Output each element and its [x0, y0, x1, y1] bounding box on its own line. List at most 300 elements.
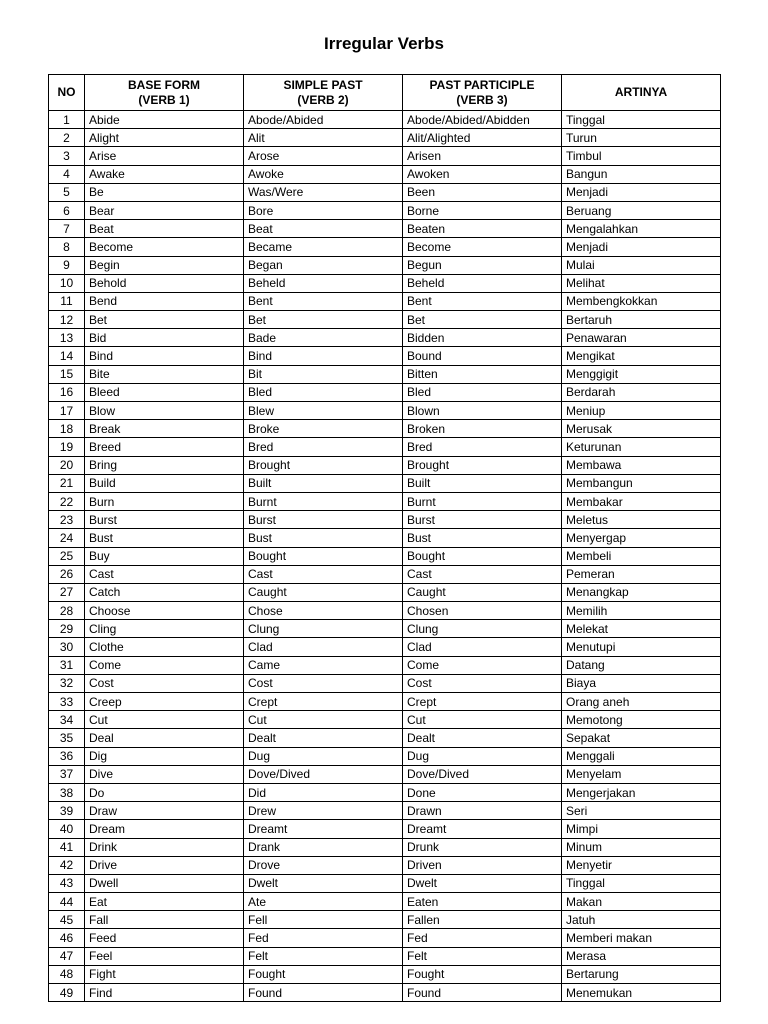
cell-base-form: Bleed	[85, 383, 244, 401]
cell-simple-past: Bent	[244, 292, 403, 310]
cell-past-participle: Come	[403, 656, 562, 674]
table-row	[49, 802, 721, 820]
cell-base-form: Dive	[85, 765, 244, 783]
cell-no: 13	[49, 329, 85, 347]
cell-simple-past: Bet	[244, 311, 403, 329]
cell-simple-past: Felt	[244, 947, 403, 965]
cell-base-form: Break	[85, 420, 244, 438]
cell-simple-past: Bind	[244, 347, 403, 365]
cell-past-participle: Caught	[403, 583, 562, 601]
cell-past-participle: Dove/Dived	[403, 765, 562, 783]
cell-artinya: Tinggal	[562, 874, 721, 892]
header-base-form-line2: (VERB 1)	[138, 92, 190, 107]
cell-no: 5	[49, 183, 85, 201]
cell-past-participle: Borne	[403, 201, 562, 219]
table-row	[49, 256, 721, 274]
table-row	[49, 474, 721, 492]
cell-no: 35	[49, 729, 85, 747]
cell-base-form: Fall	[85, 911, 244, 929]
cell-artinya: Mengalahkan	[562, 220, 721, 238]
cell-past-participle: Dwelt	[403, 874, 562, 892]
cell-base-form: Bind	[85, 347, 244, 365]
cell-artinya: Biaya	[562, 674, 721, 692]
cell-artinya: Membengkokkan	[562, 292, 721, 310]
table-row	[49, 929, 721, 947]
cell-base-form: Draw	[85, 802, 244, 820]
cell-base-form: Buy	[85, 547, 244, 565]
cell-base-form: Bet	[85, 311, 244, 329]
cell-simple-past: Burnt	[244, 492, 403, 510]
table-row	[49, 274, 721, 292]
table-row	[49, 602, 721, 620]
table-row	[49, 729, 721, 747]
cell-past-participle: Bled	[403, 383, 562, 401]
cell-simple-past: Bust	[244, 529, 403, 547]
cell-artinya: Merusak	[562, 420, 721, 438]
cell-past-participle: Eaten	[403, 893, 562, 911]
cell-simple-past: Was/Were	[244, 183, 403, 201]
cell-no: 9	[49, 256, 85, 274]
cell-past-participle: Brought	[403, 456, 562, 474]
cell-simple-past: Cost	[244, 674, 403, 692]
cell-no: 8	[49, 238, 85, 256]
cell-past-participle: Clad	[403, 638, 562, 656]
cell-base-form: Alight	[85, 129, 244, 147]
cell-base-form: Creep	[85, 693, 244, 711]
cell-artinya: Melihat	[562, 274, 721, 292]
cell-past-participle: Burst	[403, 511, 562, 529]
header-simple-past	[244, 75, 403, 111]
cell-simple-past: Beat	[244, 220, 403, 238]
cell-no: 47	[49, 947, 85, 965]
cell-base-form: Behold	[85, 274, 244, 292]
cell-past-participle: Done	[403, 783, 562, 801]
cell-base-form: Cling	[85, 620, 244, 638]
cell-no: 31	[49, 656, 85, 674]
header-simple-past-line1: SIMPLE PAST	[283, 77, 363, 92]
table-body	[49, 111, 721, 1002]
cell-artinya: Orang aneh	[562, 693, 721, 711]
table-row	[49, 783, 721, 801]
table-row	[49, 765, 721, 783]
cell-past-participle: Broken	[403, 420, 562, 438]
cell-base-form: Choose	[85, 602, 244, 620]
cell-artinya: Menyergap	[562, 529, 721, 547]
cell-past-participle: Cost	[403, 674, 562, 692]
cell-artinya: Membawa	[562, 456, 721, 474]
cell-artinya: Membakar	[562, 492, 721, 510]
cell-base-form: Cut	[85, 711, 244, 729]
cell-artinya: Penawaran	[562, 329, 721, 347]
cell-simple-past: Drove	[244, 856, 403, 874]
cell-artinya: Jatuh	[562, 911, 721, 929]
cell-no: 33	[49, 693, 85, 711]
cell-artinya: Seri	[562, 802, 721, 820]
cell-simple-past: Clad	[244, 638, 403, 656]
cell-no: 45	[49, 911, 85, 929]
cell-no: 21	[49, 474, 85, 492]
table-row	[49, 329, 721, 347]
cell-base-form: Burst	[85, 511, 244, 529]
cell-base-form: Dwell	[85, 874, 244, 892]
cell-past-participle: Beaten	[403, 220, 562, 238]
header-past-participle-line1: PAST PARTICIPLE	[429, 77, 535, 92]
table-row	[49, 911, 721, 929]
cell-no: 16	[49, 383, 85, 401]
table-row	[49, 583, 721, 601]
cell-no: 32	[49, 674, 85, 692]
cell-simple-past: Dealt	[244, 729, 403, 747]
cell-past-participle: Beheld	[403, 274, 562, 292]
table-row	[49, 238, 721, 256]
cell-simple-past: Cast	[244, 565, 403, 583]
cell-simple-past: Blew	[244, 402, 403, 420]
table-row	[49, 183, 721, 201]
cell-no: 10	[49, 274, 85, 292]
cell-no: 11	[49, 292, 85, 310]
cell-no: 23	[49, 511, 85, 529]
table-row	[49, 984, 721, 1002]
table-row	[49, 111, 721, 129]
table-row	[49, 693, 721, 711]
cell-artinya: Mengikat	[562, 347, 721, 365]
cell-simple-past: Arose	[244, 147, 403, 165]
header-past-participle	[403, 75, 562, 111]
cell-artinya: Memotong	[562, 711, 721, 729]
table-row	[49, 711, 721, 729]
cell-no: 42	[49, 856, 85, 874]
cell-artinya: Memberi makan	[562, 929, 721, 947]
cell-simple-past: Built	[244, 474, 403, 492]
table-row	[49, 820, 721, 838]
cell-past-participle: Burnt	[403, 492, 562, 510]
cell-no: 7	[49, 220, 85, 238]
cell-no: 37	[49, 765, 85, 783]
cell-base-form: Dig	[85, 747, 244, 765]
cell-no: 22	[49, 492, 85, 510]
table-row	[49, 747, 721, 765]
cell-no: 24	[49, 529, 85, 547]
cell-artinya: Menjadi	[562, 238, 721, 256]
cell-artinya: Bertaruh	[562, 311, 721, 329]
cell-past-participle: Bitten	[403, 365, 562, 383]
cell-simple-past: Brought	[244, 456, 403, 474]
cell-simple-past: Alit	[244, 129, 403, 147]
cell-past-participle: Dug	[403, 747, 562, 765]
cell-no: 27	[49, 583, 85, 601]
cell-simple-past: Bore	[244, 201, 403, 219]
cell-past-participle: Bought	[403, 547, 562, 565]
cell-no: 19	[49, 438, 85, 456]
cell-base-form: Burn	[85, 492, 244, 510]
cell-simple-past: Clung	[244, 620, 403, 638]
cell-base-form: Beat	[85, 220, 244, 238]
cell-past-participle: Drawn	[403, 802, 562, 820]
cell-past-participle: Dealt	[403, 729, 562, 747]
cell-past-participle: Bet	[403, 311, 562, 329]
cell-base-form: Breed	[85, 438, 244, 456]
cell-no: 2	[49, 129, 85, 147]
cell-no: 1	[49, 111, 85, 129]
cell-artinya: Tinggal	[562, 111, 721, 129]
cell-no: 15	[49, 365, 85, 383]
cell-simple-past: Crept	[244, 693, 403, 711]
cell-no: 6	[49, 201, 85, 219]
cell-simple-past: Broke	[244, 420, 403, 438]
cell-past-participle: Been	[403, 183, 562, 201]
cell-no: 26	[49, 565, 85, 583]
cell-artinya: Keturunan	[562, 438, 721, 456]
cell-past-participle: Drunk	[403, 838, 562, 856]
cell-past-participle: Bust	[403, 529, 562, 547]
cell-artinya: Membeli	[562, 547, 721, 565]
cell-no: 44	[49, 893, 85, 911]
cell-base-form: Drive	[85, 856, 244, 874]
cell-past-participle: Arisen	[403, 147, 562, 165]
table-row	[49, 147, 721, 165]
table-row	[49, 438, 721, 456]
cell-base-form: Arise	[85, 147, 244, 165]
cell-no: 43	[49, 874, 85, 892]
cell-simple-past: Came	[244, 656, 403, 674]
cell-base-form: Catch	[85, 583, 244, 601]
cell-past-participle: Bent	[403, 292, 562, 310]
cell-no: 17	[49, 402, 85, 420]
cell-artinya: Minum	[562, 838, 721, 856]
cell-past-participle: Felt	[403, 947, 562, 965]
cell-simple-past: Fed	[244, 929, 403, 947]
cell-past-participle: Begun	[403, 256, 562, 274]
cell-base-form: Bite	[85, 365, 244, 383]
cell-base-form: Clothe	[85, 638, 244, 656]
cell-base-form: Dream	[85, 820, 244, 838]
cell-base-form: Feel	[85, 947, 244, 965]
table-row	[49, 656, 721, 674]
cell-base-form: Find	[85, 984, 244, 1002]
cell-simple-past: Beheld	[244, 274, 403, 292]
cell-past-participle: Fought	[403, 965, 562, 983]
table-row	[49, 456, 721, 474]
header-base-form	[85, 75, 244, 111]
cell-no: 18	[49, 420, 85, 438]
cell-artinya: Menggigit	[562, 365, 721, 383]
cell-artinya: Timbul	[562, 147, 721, 165]
cell-no: 39	[49, 802, 85, 820]
cell-base-form: Do	[85, 783, 244, 801]
cell-simple-past: Bit	[244, 365, 403, 383]
cell-simple-past: Began	[244, 256, 403, 274]
cell-past-participle: Alit/Alighted	[403, 129, 562, 147]
table-row	[49, 547, 721, 565]
table-row	[49, 893, 721, 911]
cell-simple-past: Dreamt	[244, 820, 403, 838]
cell-simple-past: Awoke	[244, 165, 403, 183]
cell-simple-past: Dug	[244, 747, 403, 765]
cell-artinya: Mulai	[562, 256, 721, 274]
cell-no: 28	[49, 602, 85, 620]
cell-simple-past: Bred	[244, 438, 403, 456]
cell-artinya: Pemeran	[562, 565, 721, 583]
cell-past-participle: Bound	[403, 347, 562, 365]
table-row	[49, 838, 721, 856]
cell-artinya: Bangun	[562, 165, 721, 183]
cell-artinya: Mimpi	[562, 820, 721, 838]
cell-past-participle: Dreamt	[403, 820, 562, 838]
table-row	[49, 311, 721, 329]
cell-base-form: Bring	[85, 456, 244, 474]
cell-simple-past: Did	[244, 783, 403, 801]
cell-no: 30	[49, 638, 85, 656]
cell-past-participle: Abode/Abided/Abidden	[403, 111, 562, 129]
table-row	[49, 402, 721, 420]
cell-artinya: Turun	[562, 129, 721, 147]
cell-simple-past: Dwelt	[244, 874, 403, 892]
cell-artinya: Menutupi	[562, 638, 721, 656]
cell-base-form: Bust	[85, 529, 244, 547]
cell-artinya: Bertarung	[562, 965, 721, 983]
cell-simple-past: Abode/Abided	[244, 111, 403, 129]
cell-simple-past: Became	[244, 238, 403, 256]
cell-past-participle: Driven	[403, 856, 562, 874]
cell-simple-past: Drew	[244, 802, 403, 820]
cell-simple-past: Cut	[244, 711, 403, 729]
cell-artinya: Menggali	[562, 747, 721, 765]
cell-artinya: Menyelam	[562, 765, 721, 783]
table-row	[49, 638, 721, 656]
cell-artinya: Makan	[562, 893, 721, 911]
cell-artinya: Sepakat	[562, 729, 721, 747]
irregular-verbs-table	[48, 74, 721, 1002]
cell-base-form: Fight	[85, 965, 244, 983]
cell-artinya: Menemukan	[562, 984, 721, 1002]
cell-simple-past: Ate	[244, 893, 403, 911]
cell-base-form: Cast	[85, 565, 244, 583]
cell-artinya: Membangun	[562, 474, 721, 492]
cell-simple-past: Burst	[244, 511, 403, 529]
table-row	[49, 292, 721, 310]
cell-base-form: Begin	[85, 256, 244, 274]
cell-artinya: Berdarah	[562, 383, 721, 401]
header-past-participle-line2: (VERB 3)	[456, 92, 508, 107]
cell-simple-past: Bought	[244, 547, 403, 565]
cell-base-form: Blow	[85, 402, 244, 420]
table-row	[49, 492, 721, 510]
table-row	[49, 511, 721, 529]
cell-artinya: Mengerjakan	[562, 783, 721, 801]
cell-no: 20	[49, 456, 85, 474]
cell-no: 12	[49, 311, 85, 329]
table-row	[49, 165, 721, 183]
cell-base-form: Awake	[85, 165, 244, 183]
cell-artinya: Menangkap	[562, 583, 721, 601]
cell-past-participle: Built	[403, 474, 562, 492]
page-title: Irregular Verbs	[323, 34, 444, 53]
cell-no: 29	[49, 620, 85, 638]
cell-past-participle: Fed	[403, 929, 562, 947]
table-row	[49, 383, 721, 401]
cell-simple-past: Dove/Dived	[244, 765, 403, 783]
cell-artinya: Menjadi	[562, 183, 721, 201]
cell-simple-past: Chose	[244, 602, 403, 620]
cell-base-form: Bend	[85, 292, 244, 310]
cell-no: 3	[49, 147, 85, 165]
cell-past-participle: Chosen	[403, 602, 562, 620]
cell-past-participle: Blown	[403, 402, 562, 420]
cell-past-participle: Clung	[403, 620, 562, 638]
header-base-form-line1: BASE FORM	[128, 77, 200, 92]
cell-past-participle: Become	[403, 238, 562, 256]
cell-no: 49	[49, 984, 85, 1002]
table-row	[49, 947, 721, 965]
cell-artinya: Memilih	[562, 602, 721, 620]
cell-base-form: Build	[85, 474, 244, 492]
cell-artinya: Melekat	[562, 620, 721, 638]
cell-base-form: Bear	[85, 201, 244, 219]
cell-base-form: Cost	[85, 674, 244, 692]
header-no: NO	[49, 75, 85, 111]
table-row	[49, 565, 721, 583]
cell-simple-past: Caught	[244, 583, 403, 601]
table-row	[49, 620, 721, 638]
cell-no: 34	[49, 711, 85, 729]
cell-simple-past: Fought	[244, 965, 403, 983]
table-row	[49, 347, 721, 365]
table-row	[49, 365, 721, 383]
table-row	[49, 129, 721, 147]
cell-base-form: Eat	[85, 893, 244, 911]
cell-base-form: Abide	[85, 111, 244, 129]
table-header-row	[49, 75, 721, 111]
cell-no: 14	[49, 347, 85, 365]
cell-base-form: Come	[85, 656, 244, 674]
cell-past-participle: Awoken	[403, 165, 562, 183]
table-row	[49, 529, 721, 547]
table-row	[49, 201, 721, 219]
cell-no: 36	[49, 747, 85, 765]
cell-no: 46	[49, 929, 85, 947]
table-row	[49, 220, 721, 238]
cell-no: 38	[49, 783, 85, 801]
cell-base-form: Drink	[85, 838, 244, 856]
table-row	[49, 856, 721, 874]
table-row	[49, 965, 721, 983]
cell-artinya: Beruang	[562, 201, 721, 219]
cell-past-participle: Cut	[403, 711, 562, 729]
table-row	[49, 674, 721, 692]
cell-artinya: Meniup	[562, 402, 721, 420]
header-simple-past-line2: (VERB 2)	[297, 92, 349, 107]
cell-no: 25	[49, 547, 85, 565]
cell-artinya: Meletus	[562, 511, 721, 529]
cell-base-form: Feed	[85, 929, 244, 947]
cell-past-participle: Crept	[403, 693, 562, 711]
table-row	[49, 420, 721, 438]
cell-base-form: Deal	[85, 729, 244, 747]
cell-base-form: Bid	[85, 329, 244, 347]
header-artinya: ARTINYA	[562, 75, 721, 111]
cell-past-participle: Cast	[403, 565, 562, 583]
cell-no: 40	[49, 820, 85, 838]
cell-past-participle: Bred	[403, 438, 562, 456]
cell-simple-past: Drank	[244, 838, 403, 856]
cell-simple-past: Fell	[244, 911, 403, 929]
cell-simple-past: Found	[244, 984, 403, 1002]
cell-base-form: Become	[85, 238, 244, 256]
cell-no: 48	[49, 965, 85, 983]
cell-artinya: Menyetir	[562, 856, 721, 874]
cell-simple-past: Bade	[244, 329, 403, 347]
cell-simple-past: Bled	[244, 383, 403, 401]
